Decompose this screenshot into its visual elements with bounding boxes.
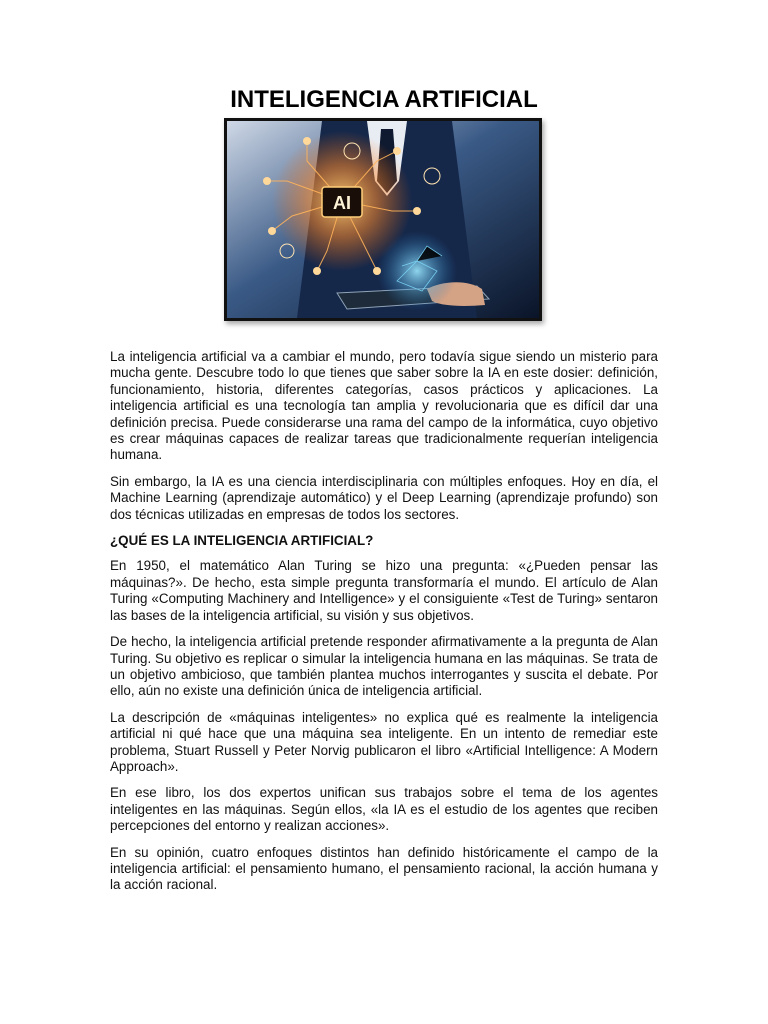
paragraph-section-5: En su opinión, cuatro enfoques distintos han definido históricamente el campo de la inteligencia artificial: el pensamiento humano, el pensamiento racional, la acción humana y la acción racional.	[110, 844, 658, 893]
section-heading: ¿QUÉ ES LA INTELIGENCIA ARTIFICIAL?	[110, 533, 374, 549]
ai-illustration-image	[224, 118, 542, 321]
paragraph-section-2: De hecho, la inteligencia artificial pretende responder afirmativamente a la pregunta de Alan Turing. Su objetivo es replicar o simular la inteligencia humana en las máquinas. Se trata de un objetivo ambicioso, que también plantea muchos interrogantes y suscita el debate. Por ello, aún no existe una definición única de inteligencia artificial.	[110, 634, 658, 699]
paragraph-intro-2: Sin embargo, la IA es una ciencia interdisciplinaria con múltiples enfoques. Hoy en día, el Machine Learning (aprendizaje automático) y el Deep Learning (aprendizaje profundo) son dos técnicas utilizadas en empresas de todos los sectores.	[110, 473, 658, 522]
document-body	[110, 349, 658, 904]
paragraph-section-4: En ese libro, los dos expertos unifican sus trabajos sobre el tema de los agentes inteligentes en las máquinas. Según ellos, «la IA es el estudio de los agentes que reciben percepciones del entorno y realizan acciones».	[110, 785, 658, 834]
paragraph-intro-1: La inteligencia artificial va a cambiar el mundo, pero todavía sigue siendo un misterio para mucha gente. Descubre todo lo que tienes que saber sobre la IA en este dosier: definición, funcionamiento, historia, diferentes categorías, casos prácticos y aplicaciones. La inteligencia artificial es una tecnología tan amplia y revolucionaria que es difícil dar una definición precisa. Puede considerarse una rama del campo de la informática, cuyo objetivo es crear máquinas capaces de realizar tareas que tradicionalmente requerían inteligencia humana.	[110, 349, 658, 463]
paragraph-section-1: En 1950, el matemático Alan Turing se hizo una pregunta: «¿Pueden pensar las máquinas?». De hecho, esta simple pregunta transformaría el mundo. El artículo de Alan Turing «Computing Machinery and Intelligence» y el consiguiente «Test de Turing» sentaron las bases de la inteligencia artificial, su visión y sus objetivos.	[110, 558, 658, 623]
paragraph-section-3: La descripción de «máquinas inteligentes» no explica qué es realmente la inteligencia artificial ni qué hace que una máquina sea inteligente. En un intento de remediar este problema, Stuart Russell y Peter Norvig publicaron el libro «Artificial Intelligence: A Modern Approach».	[110, 709, 658, 774]
ai-chip-label: AI	[333, 193, 351, 213]
document-title: INTELIGENCIA ARTIFICIAL	[230, 86, 538, 113]
ai-illustration-svg	[227, 121, 539, 318]
